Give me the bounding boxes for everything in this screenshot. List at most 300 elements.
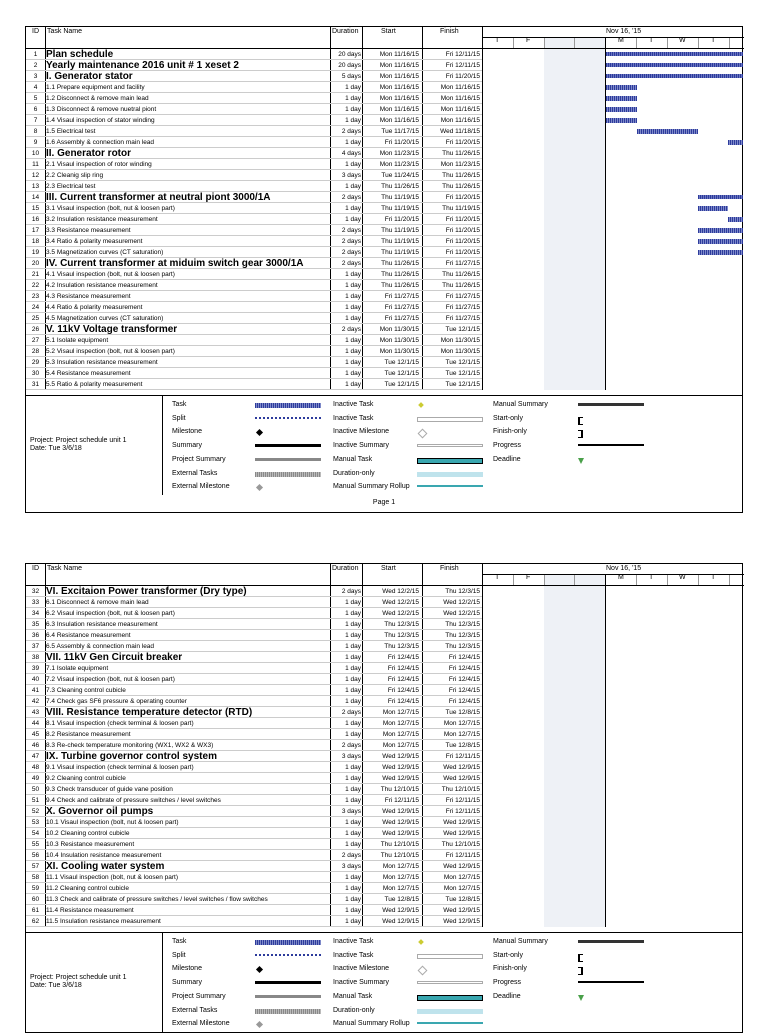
task-bar[interactable] bbox=[698, 228, 743, 233]
task-start: Mon 11/16/15 bbox=[379, 73, 419, 80]
legend-symbol-icon bbox=[418, 939, 424, 945]
task-finish: Fri 12/4/15 bbox=[448, 698, 480, 705]
task-id: 44 bbox=[31, 720, 40, 727]
task-duration: 2 days bbox=[341, 326, 361, 333]
task-name: 9.1 Visaul inspection (check terminal & loosen part) bbox=[46, 764, 194, 771]
legend-label: Inactive Task bbox=[333, 401, 374, 408]
task-finish: Fri 11/27/15 bbox=[445, 315, 480, 322]
task-name: 1.3 Disconnect & remove nuetral piont bbox=[46, 106, 157, 113]
legend-label: Milestone bbox=[172, 965, 202, 973]
task-start: Thu 11/19/15 bbox=[381, 205, 419, 212]
legend-divider bbox=[162, 396, 163, 495]
task-duration: 3 days bbox=[341, 808, 361, 815]
task-bar[interactable] bbox=[698, 206, 729, 211]
legend-symbol-icon bbox=[418, 402, 424, 408]
legend-symbol-icon bbox=[255, 472, 321, 477]
task-start: Tue 12/1/15 bbox=[384, 359, 419, 366]
legend-label: Inactive Milestone bbox=[333, 428, 390, 436]
task-finish: Mon 12/7/15 bbox=[443, 874, 480, 881]
task-id: 26 bbox=[31, 326, 40, 333]
task-id: 4 bbox=[33, 84, 38, 91]
legend-symbol-icon bbox=[578, 940, 644, 943]
task-name: 7.3 Cleaning control cubicle bbox=[46, 687, 126, 694]
timescale-day: F bbox=[526, 37, 531, 44]
task-name: 7.2 Visaul inspection (bolt, nut & loosen part) bbox=[46, 676, 175, 683]
task-name: 3.4 Ratio & polarity measurement bbox=[46, 238, 143, 245]
task-id: 58 bbox=[31, 874, 40, 881]
task-finish: Mon 11/16/15 bbox=[440, 106, 480, 113]
task-id: 42 bbox=[31, 698, 40, 705]
task-finish: Fri 11/20/15 bbox=[445, 194, 480, 201]
legend-label: Inactive Task bbox=[333, 414, 374, 422]
task-name: 5.1 Isolate equipment bbox=[46, 337, 109, 344]
task-name: 10.4 Insulation resistance measurement bbox=[46, 852, 162, 859]
timescale-day: F bbox=[526, 574, 531, 581]
legend-label: Summary bbox=[172, 979, 202, 987]
task-name: 10.3 Resistance measurement bbox=[46, 841, 135, 848]
task-id: 35 bbox=[31, 621, 40, 628]
task-finish: Wed 12/9/15 bbox=[443, 819, 480, 826]
task-bar[interactable] bbox=[606, 107, 637, 112]
legend-label: Manual Task bbox=[333, 992, 373, 1000]
task-duration: 1 day bbox=[345, 95, 361, 102]
task-finish: Tue 12/8/15 bbox=[445, 896, 480, 903]
legend-symbol-icon bbox=[578, 954, 583, 962]
summary-bar[interactable] bbox=[606, 74, 743, 78]
legend-label: External Tasks bbox=[172, 469, 218, 477]
legend-label: Inactive Task bbox=[333, 938, 374, 945]
task-name: Yearly maintenance 2016 unit # 1 xeset 2 bbox=[46, 60, 239, 71]
task-name: 11.3 Check and calibrate of pressure switches / level switches / flow switches bbox=[46, 896, 268, 903]
legend-symbol-icon bbox=[578, 458, 584, 464]
legend-label: Inactive Summary bbox=[333, 979, 390, 987]
task-name: 1.1 Prepare equipment and facility bbox=[46, 84, 145, 91]
task-id: 38 bbox=[31, 654, 40, 661]
task-start: Wed 12/9/15 bbox=[382, 775, 419, 782]
legend-symbol-icon bbox=[417, 417, 483, 422]
row-separator bbox=[26, 926, 482, 927]
task-finish: Mon 11/16/15 bbox=[440, 84, 480, 91]
task-name: 1.4 Visaul inspection of stator winding bbox=[46, 117, 155, 124]
timescale-day: T bbox=[711, 37, 716, 44]
task-name: Plan schedule bbox=[46, 49, 114, 60]
task-finish: Mon 11/30/15 bbox=[440, 337, 480, 344]
task-bar[interactable] bbox=[606, 118, 637, 123]
col-start-header: Start bbox=[381, 565, 396, 572]
task-start: Wed 12/9/15 bbox=[382, 907, 419, 914]
legend-label: Milestone bbox=[172, 428, 202, 436]
task-start: Mon 11/16/15 bbox=[379, 106, 419, 113]
task-finish: Thu 12/3/15 bbox=[445, 588, 480, 595]
task-id: 51 bbox=[31, 797, 40, 804]
task-start: Mon 11/16/15 bbox=[379, 51, 419, 58]
task-start: Mon 11/16/15 bbox=[379, 95, 419, 102]
task-finish: Fri 11/20/15 bbox=[445, 227, 480, 234]
task-bar[interactable] bbox=[698, 250, 743, 255]
legend-project-name: Project: Project schedule unit 1 bbox=[30, 437, 127, 444]
task-duration: 1 day bbox=[345, 907, 361, 914]
legend-label: Inactive Summary bbox=[333, 442, 390, 450]
task-id: 1 bbox=[33, 51, 38, 58]
legend-label: Deadline bbox=[493, 455, 521, 463]
legend-symbol-icon bbox=[256, 484, 263, 491]
task-id: 23 bbox=[31, 293, 40, 300]
task-finish: Fri 11/27/15 bbox=[445, 304, 480, 311]
task-duration: 1 day bbox=[345, 698, 361, 705]
legend-symbol-icon bbox=[255, 403, 321, 408]
task-duration: 1 day bbox=[345, 775, 361, 782]
col-duration-header: Duration bbox=[332, 28, 359, 35]
legend-project-date: Date: Tue 3/6/18 bbox=[30, 982, 82, 989]
task-id: 32 bbox=[31, 588, 40, 595]
legend-symbol-icon bbox=[256, 429, 263, 436]
task-start: Fri 11/27/15 bbox=[384, 293, 419, 300]
task-duration: 1 day bbox=[345, 676, 361, 683]
gantt-page-2 bbox=[25, 563, 743, 1033]
task-finish: Fri 11/20/15 bbox=[445, 249, 480, 256]
legend-symbol-icon bbox=[417, 954, 483, 959]
timescale-day: T bbox=[649, 574, 654, 581]
task-name: V. 11kV Voltage transformer bbox=[46, 324, 178, 335]
timescale-day: T bbox=[495, 37, 500, 44]
task-name: 9.4 Check and calibrate of pressure switches / level switches bbox=[46, 797, 221, 804]
legend-divider bbox=[162, 933, 163, 1032]
task-grid bbox=[26, 564, 742, 932]
task-duration: 2 days bbox=[341, 249, 361, 256]
summary-bar[interactable] bbox=[606, 52, 743, 56]
legend-symbol-icon bbox=[578, 417, 583, 425]
task-start: Wed 12/9/15 bbox=[382, 918, 419, 925]
task-start: Fri 11/20/15 bbox=[384, 216, 419, 223]
task-duration: 1 day bbox=[345, 621, 361, 628]
timescale-day: T bbox=[711, 574, 716, 581]
task-finish: Fri 11/20/15 bbox=[445, 216, 480, 223]
task-id: 37 bbox=[31, 643, 40, 650]
task-name: XI. Cooling water system bbox=[46, 861, 165, 872]
task-id: 31 bbox=[31, 381, 40, 388]
task-duration: 1 day bbox=[345, 643, 361, 650]
task-finish: Tue 12/1/15 bbox=[445, 370, 480, 377]
task-id: 9 bbox=[33, 139, 38, 146]
task-id: 21 bbox=[31, 271, 40, 278]
task-id: 62 bbox=[31, 918, 40, 925]
task-name: 3.3 Resistance measurement bbox=[46, 227, 131, 234]
task-start: Mon 11/23/15 bbox=[379, 161, 419, 168]
legend-symbol-icon bbox=[255, 458, 321, 461]
task-start: Mon 12/7/15 bbox=[382, 874, 419, 881]
legend-label: Finish-only bbox=[493, 965, 527, 973]
task-start: Mon 11/16/15 bbox=[379, 62, 419, 69]
task-start: Thu 11/19/15 bbox=[381, 194, 419, 201]
task-name: 4.2 Insulation resistance measurement bbox=[46, 282, 158, 289]
task-finish: Tue 12/8/15 bbox=[445, 742, 480, 749]
task-start: Wed 12/2/15 bbox=[382, 599, 419, 606]
task-name: 2.1 Visaul inspection of rotor winding bbox=[46, 161, 152, 168]
task-finish: Wed 12/9/15 bbox=[443, 918, 480, 925]
task-duration: 1 day bbox=[345, 216, 361, 223]
task-id: 57 bbox=[31, 863, 40, 870]
task-id: 10 bbox=[31, 150, 40, 157]
task-bar[interactable] bbox=[606, 96, 637, 101]
task-id: 61 bbox=[31, 907, 40, 914]
task-finish: Mon 12/7/15 bbox=[443, 885, 480, 892]
task-finish: Mon 11/16/15 bbox=[440, 117, 480, 124]
task-start: Mon 11/23/15 bbox=[379, 150, 419, 157]
task-start: Fri 12/4/15 bbox=[387, 654, 419, 661]
legend-project-info bbox=[30, 974, 127, 990]
legend-symbol-icon bbox=[256, 1021, 263, 1028]
task-start: Mon 11/30/15 bbox=[379, 348, 419, 355]
legend-symbol-icon bbox=[417, 995, 483, 1001]
task-finish: Tue 12/8/15 bbox=[445, 709, 480, 716]
timescale-week-label: Nov 16, '15 bbox=[606, 28, 642, 35]
legend-symbol-icon bbox=[578, 981, 644, 983]
task-duration: 1 day bbox=[345, 786, 361, 793]
task-id: 22 bbox=[31, 282, 40, 289]
task-finish: Fri 12/4/15 bbox=[448, 665, 480, 672]
summary-bar[interactable] bbox=[606, 63, 743, 67]
task-bar[interactable] bbox=[698, 239, 743, 244]
task-id: 18 bbox=[31, 238, 40, 245]
task-finish: Mon 12/7/15 bbox=[443, 731, 480, 738]
task-name: I. Generator stator bbox=[46, 71, 133, 82]
task-grid bbox=[26, 27, 742, 395]
legend-label: Manual Task bbox=[333, 455, 373, 463]
task-id: 34 bbox=[31, 610, 40, 617]
task-finish: Fri 12/4/15 bbox=[448, 654, 480, 661]
task-duration: 1 day bbox=[345, 918, 361, 925]
legend-label: Task bbox=[172, 938, 187, 945]
task-id: 6 bbox=[33, 106, 38, 113]
task-name: II. Generator rotor bbox=[46, 148, 132, 159]
task-finish: Tue 12/1/15 bbox=[445, 326, 480, 333]
task-name: 8.3 Re-check temperature monitoring (WX1, WX2 & WX3) bbox=[46, 742, 214, 749]
task-duration: 1 day bbox=[345, 599, 361, 606]
task-finish: Wed 11/18/15 bbox=[440, 128, 480, 135]
task-name: 3.5 Magnetization curves (CT saturation) bbox=[46, 249, 164, 256]
task-name: 4.4 Ratio & polarity measurement bbox=[46, 304, 143, 311]
legend-label: External Milestone bbox=[172, 1020, 230, 1028]
task-start: Thu 11/19/15 bbox=[381, 238, 419, 245]
legend-label: Progress bbox=[493, 442, 522, 450]
task-start: Wed 12/9/15 bbox=[382, 764, 419, 771]
task-bar[interactable] bbox=[637, 129, 698, 134]
timescale-day: W bbox=[679, 37, 686, 44]
task-name: III. Current transformer at neutral piont 3000/1A bbox=[46, 192, 271, 203]
task-name: 2.2 Cleanig slip ring bbox=[46, 172, 104, 179]
task-finish: Fri 12/11/15 bbox=[445, 753, 480, 760]
col-id-header: ID bbox=[32, 28, 39, 35]
task-id: 54 bbox=[31, 830, 40, 837]
task-name: 6.2 Visaul inspection (bolt, nut & loosen part) bbox=[46, 610, 175, 617]
legend-label: Inactive Task bbox=[333, 951, 374, 959]
task-duration: 1 day bbox=[345, 359, 361, 366]
legend-label: Summary bbox=[172, 442, 202, 450]
task-start: Mon 11/16/15 bbox=[379, 117, 419, 124]
task-start: Wed 12/9/15 bbox=[382, 830, 419, 837]
task-id: 2 bbox=[33, 62, 38, 69]
task-name: 8.2 Resistance measurement bbox=[46, 731, 131, 738]
task-start: Mon 12/7/15 bbox=[382, 731, 419, 738]
task-duration: 1 day bbox=[345, 830, 361, 837]
legend-label: Progress bbox=[493, 979, 522, 987]
task-start: Fri 12/4/15 bbox=[387, 676, 419, 683]
task-start: Tue 12/8/15 bbox=[384, 896, 419, 903]
legend-symbol-icon bbox=[418, 429, 428, 439]
task-duration: 1 day bbox=[345, 183, 361, 190]
task-name: 7.1 Isolate equipment bbox=[46, 665, 109, 672]
task-id: 19 bbox=[31, 249, 40, 256]
task-bar[interactable] bbox=[728, 217, 743, 222]
legend-label: Finish-only bbox=[493, 428, 527, 436]
task-start: Thu 12/3/15 bbox=[384, 621, 419, 628]
task-start: Wed 12/2/15 bbox=[382, 610, 419, 617]
task-duration: 1 day bbox=[345, 139, 361, 146]
task-finish: Mon 12/7/15 bbox=[443, 720, 480, 727]
task-finish: Tue 12/1/15 bbox=[445, 359, 480, 366]
task-name: 6.3 Insulation resistance measurement bbox=[46, 621, 158, 628]
task-id: 16 bbox=[31, 216, 40, 223]
task-start: Tue 12/1/15 bbox=[384, 370, 419, 377]
task-start: Thu 11/19/15 bbox=[381, 227, 419, 234]
task-finish: Fri 12/4/15 bbox=[448, 676, 480, 683]
task-duration: 1 day bbox=[345, 731, 361, 738]
legend bbox=[26, 395, 742, 495]
col-task-name-header: Task Name bbox=[47, 28, 83, 35]
legend-label: Manual Summary Rollup bbox=[333, 1020, 410, 1028]
task-start: Mon 12/7/15 bbox=[382, 720, 419, 727]
task-finish: Fri 11/27/15 bbox=[445, 260, 480, 267]
legend-symbol-icon bbox=[417, 981, 483, 984]
task-duration: 1 day bbox=[345, 841, 361, 848]
task-id: 41 bbox=[31, 687, 40, 694]
timescale-week-label: Nov 16, '15 bbox=[606, 565, 642, 572]
task-name: VI. Excitaion Power transformer (Dry type) bbox=[46, 586, 247, 597]
timescale-day: W bbox=[679, 574, 686, 581]
task-name: 11.1 Visaul inspection (bolt, nut & loosen part) bbox=[46, 874, 179, 881]
task-bar[interactable] bbox=[728, 140, 743, 145]
task-id: 40 bbox=[31, 676, 40, 683]
task-id: 39 bbox=[31, 665, 40, 672]
task-start: Thu 12/10/15 bbox=[380, 786, 419, 793]
task-start: Fri 12/4/15 bbox=[387, 698, 419, 705]
task-finish: Fri 11/20/15 bbox=[445, 139, 480, 146]
gantt-page-1 bbox=[25, 26, 743, 513]
legend-symbol-icon bbox=[255, 940, 321, 945]
task-start: Wed 12/9/15 bbox=[382, 819, 419, 826]
task-start: Wed 12/9/15 bbox=[382, 753, 419, 760]
task-name: 11.5 Insulation resistance measurement bbox=[46, 918, 161, 925]
legend-label: External Tasks bbox=[172, 1006, 218, 1014]
task-duration: 2 days bbox=[341, 238, 361, 245]
summary-bar[interactable] bbox=[698, 195, 743, 199]
task-id: 45 bbox=[31, 731, 40, 738]
task-start: Thu 11/26/15 bbox=[381, 183, 419, 190]
task-name: 6.1 Disconnect & remove main lead bbox=[46, 599, 149, 606]
task-start: Mon 12/7/15 bbox=[382, 709, 419, 716]
legend-project-info bbox=[30, 437, 127, 453]
task-duration: 3 days bbox=[341, 863, 361, 870]
task-finish: Thu 11/26/15 bbox=[442, 282, 480, 289]
task-finish: Fri 12/11/15 bbox=[445, 62, 480, 69]
task-name: 1.2 Disconnect & remove main lead bbox=[46, 95, 149, 102]
task-name: 11.2 Cleaning control cubicle bbox=[46, 885, 129, 892]
task-finish: Fri 12/11/15 bbox=[445, 852, 480, 859]
task-duration: 1 day bbox=[345, 797, 361, 804]
task-start: Fri 11/27/15 bbox=[384, 315, 419, 322]
task-id: 50 bbox=[31, 786, 40, 793]
task-start: Thu 12/10/15 bbox=[380, 841, 419, 848]
task-name: 6.4 Resistance measurement bbox=[46, 632, 131, 639]
legend-label: Start-only bbox=[493, 951, 523, 959]
legend-symbol-icon bbox=[578, 444, 644, 446]
legend-symbol-icon bbox=[417, 485, 483, 487]
task-finish: Thu 11/26/15 bbox=[442, 150, 480, 157]
task-duration: 1 day bbox=[345, 654, 361, 661]
task-id: 30 bbox=[31, 370, 40, 377]
task-start: Tue 11/24/15 bbox=[381, 172, 419, 179]
task-id: 28 bbox=[31, 348, 40, 355]
task-id: 56 bbox=[31, 852, 40, 859]
task-start: Tue 11/17/15 bbox=[381, 128, 419, 135]
task-duration: 2 days bbox=[341, 194, 361, 201]
legend-project-name: Project: Project schedule unit 1 bbox=[30, 974, 127, 981]
task-id: 49 bbox=[31, 775, 40, 782]
task-start: Thu 11/19/15 bbox=[381, 249, 419, 256]
task-duration: 1 day bbox=[345, 720, 361, 727]
task-name: 7.4 Check gas SF6 pressure & operating counter bbox=[46, 698, 187, 705]
task-duration: 1 day bbox=[345, 610, 361, 617]
legend bbox=[26, 932, 742, 1032]
task-name: 4.3 Resistance measurement bbox=[46, 293, 131, 300]
task-duration: 1 day bbox=[345, 161, 361, 168]
task-duration: 2 days bbox=[341, 227, 361, 234]
col-id-header: ID bbox=[32, 565, 39, 572]
task-id: 43 bbox=[31, 709, 40, 716]
task-name: 1.6 Assembly & connection main lead bbox=[46, 139, 155, 146]
col-finish-header: Finish bbox=[440, 565, 459, 572]
task-start: Wed 12/2/15 bbox=[382, 588, 419, 595]
task-name: X. Governor oil pumps bbox=[46, 806, 154, 817]
task-id: 15 bbox=[31, 205, 40, 212]
task-finish: Thu 11/19/15 bbox=[442, 205, 480, 212]
timescale-day: T bbox=[649, 37, 654, 44]
legend-symbol-icon bbox=[418, 966, 428, 976]
legend-label: Manual Summary bbox=[493, 401, 548, 408]
task-start: Mon 12/7/15 bbox=[382, 742, 419, 749]
task-duration: 2 days bbox=[341, 260, 361, 267]
task-start: Fri 11/27/15 bbox=[384, 304, 419, 311]
task-finish: Thu 11/26/15 bbox=[442, 183, 480, 190]
legend-label: Manual Summary bbox=[493, 938, 548, 945]
task-bar[interactable] bbox=[606, 85, 637, 90]
task-finish: Thu 11/26/15 bbox=[442, 271, 480, 278]
task-finish: Wed 12/9/15 bbox=[443, 863, 480, 870]
task-duration: 4 days bbox=[341, 150, 361, 157]
task-finish: Wed 12/9/15 bbox=[443, 907, 480, 914]
legend-symbol-icon bbox=[255, 444, 321, 447]
task-duration: 1 day bbox=[345, 665, 361, 672]
task-duration: 1 day bbox=[345, 348, 361, 355]
task-finish: Fri 11/20/15 bbox=[445, 73, 480, 80]
task-name: 9.2 Cleaning control cubicle bbox=[46, 775, 126, 782]
header-separator bbox=[482, 37, 744, 38]
legend-symbol-icon bbox=[255, 417, 321, 419]
task-finish: Wed 12/9/15 bbox=[443, 764, 480, 771]
task-duration: 3 days bbox=[341, 753, 361, 760]
task-finish: Thu 12/3/15 bbox=[445, 632, 480, 639]
task-start: Fri 11/20/15 bbox=[384, 139, 419, 146]
